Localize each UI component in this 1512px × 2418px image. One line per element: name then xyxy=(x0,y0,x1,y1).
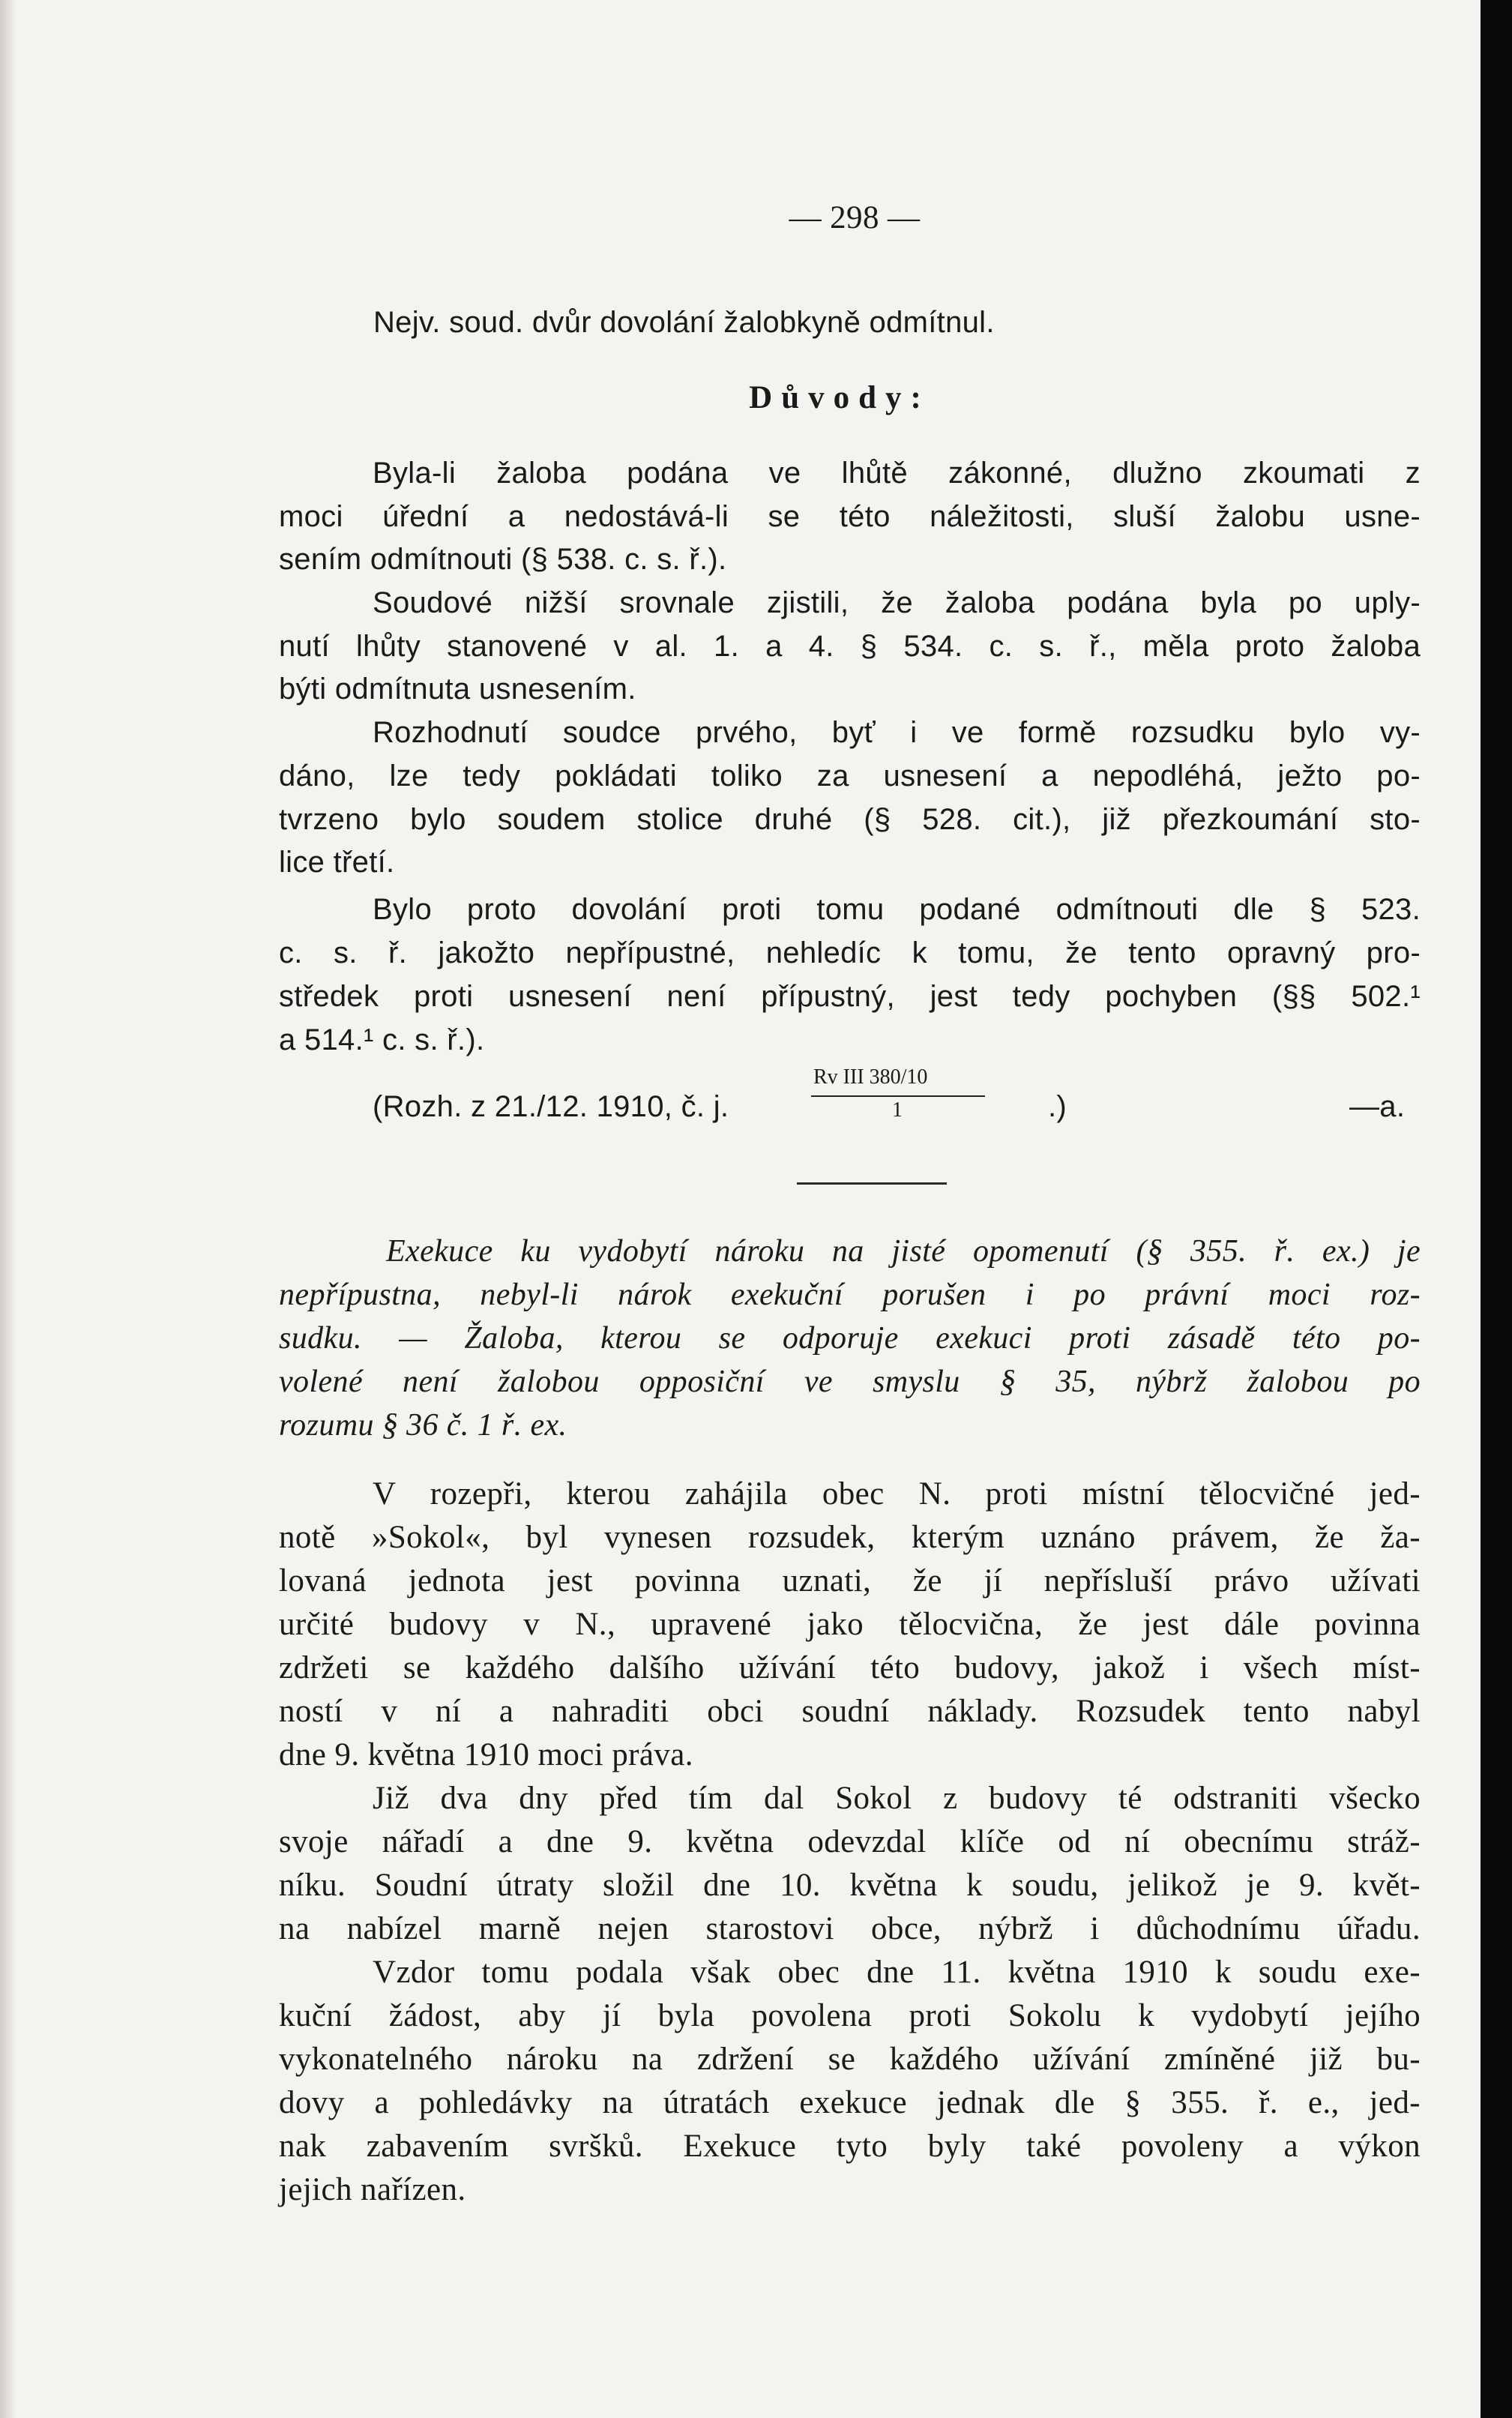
scan-border xyxy=(1481,0,1512,2418)
text-line: sením odmítnouti (§ 538. c. s. ř.). xyxy=(279,543,727,576)
text-line: jejich nařízen. xyxy=(279,2172,466,2207)
text-line: dovy a pohledávky na útratách exekuce jednak dle § 355. ř. e., jed- xyxy=(279,2085,1421,2120)
text-line: býti odmítnuta usnesením. xyxy=(279,673,636,706)
page-number: — 298 — xyxy=(789,200,921,235)
citation-sign: —a. xyxy=(1349,1090,1406,1123)
citation-close: .) xyxy=(1048,1090,1067,1123)
text-line: níku. Soudní útraty složil dne 10. května k soudu, jelikož je 9. květ- xyxy=(279,1868,1421,1903)
text-line: na nabízel marně nejen starostovi obce, nýbrž i důchodnímu úřadu. xyxy=(279,1911,1421,1946)
text-line: nutí lhůty stanovené v al. 1. a 4. § 534. c. s. ř., měla proto žaloba xyxy=(279,630,1421,663)
headnote-line: volené není žalobou opposiční ve smyslu § 35, nýbrž žalobou po xyxy=(279,1365,1421,1399)
text-line: ností v ní a nahraditi obci soudní náklady. Rozsudek tento nabyl xyxy=(279,1694,1421,1729)
headnote-line: nepřípustna, nebyl-li nárok exekuční porušen i po právní moci roz- xyxy=(279,1278,1421,1312)
text-line: Soudové nižší srovnale zjistili, že žaloba podána byla po uply- xyxy=(373,586,1421,619)
text-line: tvrzeno bylo soudem stolice druhé (§ 528. cit.), již přezkoumání sto- xyxy=(279,803,1421,836)
text-line: dáno, lze tedy pokládati toliko za usnesení a nepodléhá, ježto po- xyxy=(279,760,1421,793)
text-line: zdržeti se každého dalšího užívání této budovy, jakož i všech míst- xyxy=(279,1650,1421,1685)
ruling-line: Nejv. soud. dvůr dovolání žalobkyně odmítnul. xyxy=(373,306,995,339)
headnote-line: rozumu § 36 č. 1 ř. ex. xyxy=(279,1408,567,1443)
headnote-line: Exekuce ku vydobytí nároku na jisté opomenutí (§ 355. ř. ex.) je xyxy=(386,1234,1421,1269)
citation-numerator: Rv III 380/10 xyxy=(813,1065,928,1089)
text-line: vykonatelného nároku na zdržení se každého užívání zmíněné již bu- xyxy=(279,2042,1421,2077)
text-line: Byla-li žaloba podána ve lhůtě zákonné, dlužno zkoumati z xyxy=(373,457,1421,490)
text-line: lovaná jednota jest povinna uznati, že jí nepřísluší právo užívati xyxy=(279,1563,1421,1599)
citation-fraction-bar xyxy=(811,1095,985,1097)
text-line: kuční žádost, aby jí byla povolena proti Sokolu k vydobytí jejího xyxy=(279,1998,1421,2033)
text-line: Rozhodnutí soudce prvého, byť i ve formě rozsudku bylo vy- xyxy=(373,716,1421,749)
text-line: Vzdor tomu podala však obec dne 11. května 1910 k soudu exe- xyxy=(373,1955,1421,1990)
text-line: nak zabavením svršků. Exekuce tyto byly také povoleny a výkon xyxy=(279,2129,1421,2164)
citation-text: (Rozh. z 21./12. 1910, č. j. xyxy=(373,1090,729,1123)
section-divider xyxy=(797,1182,947,1185)
text-line: notě »Sokol«, byl vynesen rozsudek, kterým uznáno právem, že ža- xyxy=(279,1520,1421,1555)
text-line: určité budovy v N., upravené jako tělocvična, že jest dále povinna xyxy=(279,1607,1421,1642)
text-line: lice třetí. xyxy=(279,846,395,879)
section-heading: Důvody: xyxy=(749,380,930,415)
text-line: a 514.¹ c. s. ř.). xyxy=(279,1023,485,1056)
text-line: Již dva dny před tím dal Sokol z budovy té odstraniti všecko xyxy=(373,1781,1421,1816)
text-line: Bylo proto dovolání proti tomu podané odmítnouti dle § 523. xyxy=(373,893,1421,926)
citation-denominator: 1 xyxy=(892,1098,903,1122)
text-line: V rozepři, kterou zahájila obec N. proti místní tělocvičné jed- xyxy=(373,1476,1421,1512)
text-line: moci úřední a nedostává-li se této náležitosti, sluší žalobu usne- xyxy=(279,500,1421,533)
text-line: svoje nářadí a dne 9. května odevzdal klíče od ní obecnímu stráž- xyxy=(279,1824,1421,1859)
text-line: dne 9. května 1910 moci práva. xyxy=(279,1737,693,1772)
text-line: středek proti usnesení není přípustný, jest tedy pochyben (§§ 502.¹ xyxy=(279,980,1421,1013)
text-line: c. s. ř. jakožto nepřípustné, nehledíc k tomu, že tento opravný pro- xyxy=(279,936,1421,969)
headnote-line: sudku. — Žaloba, kterou se odporuje exekuci proti zásadě této po- xyxy=(279,1321,1421,1356)
